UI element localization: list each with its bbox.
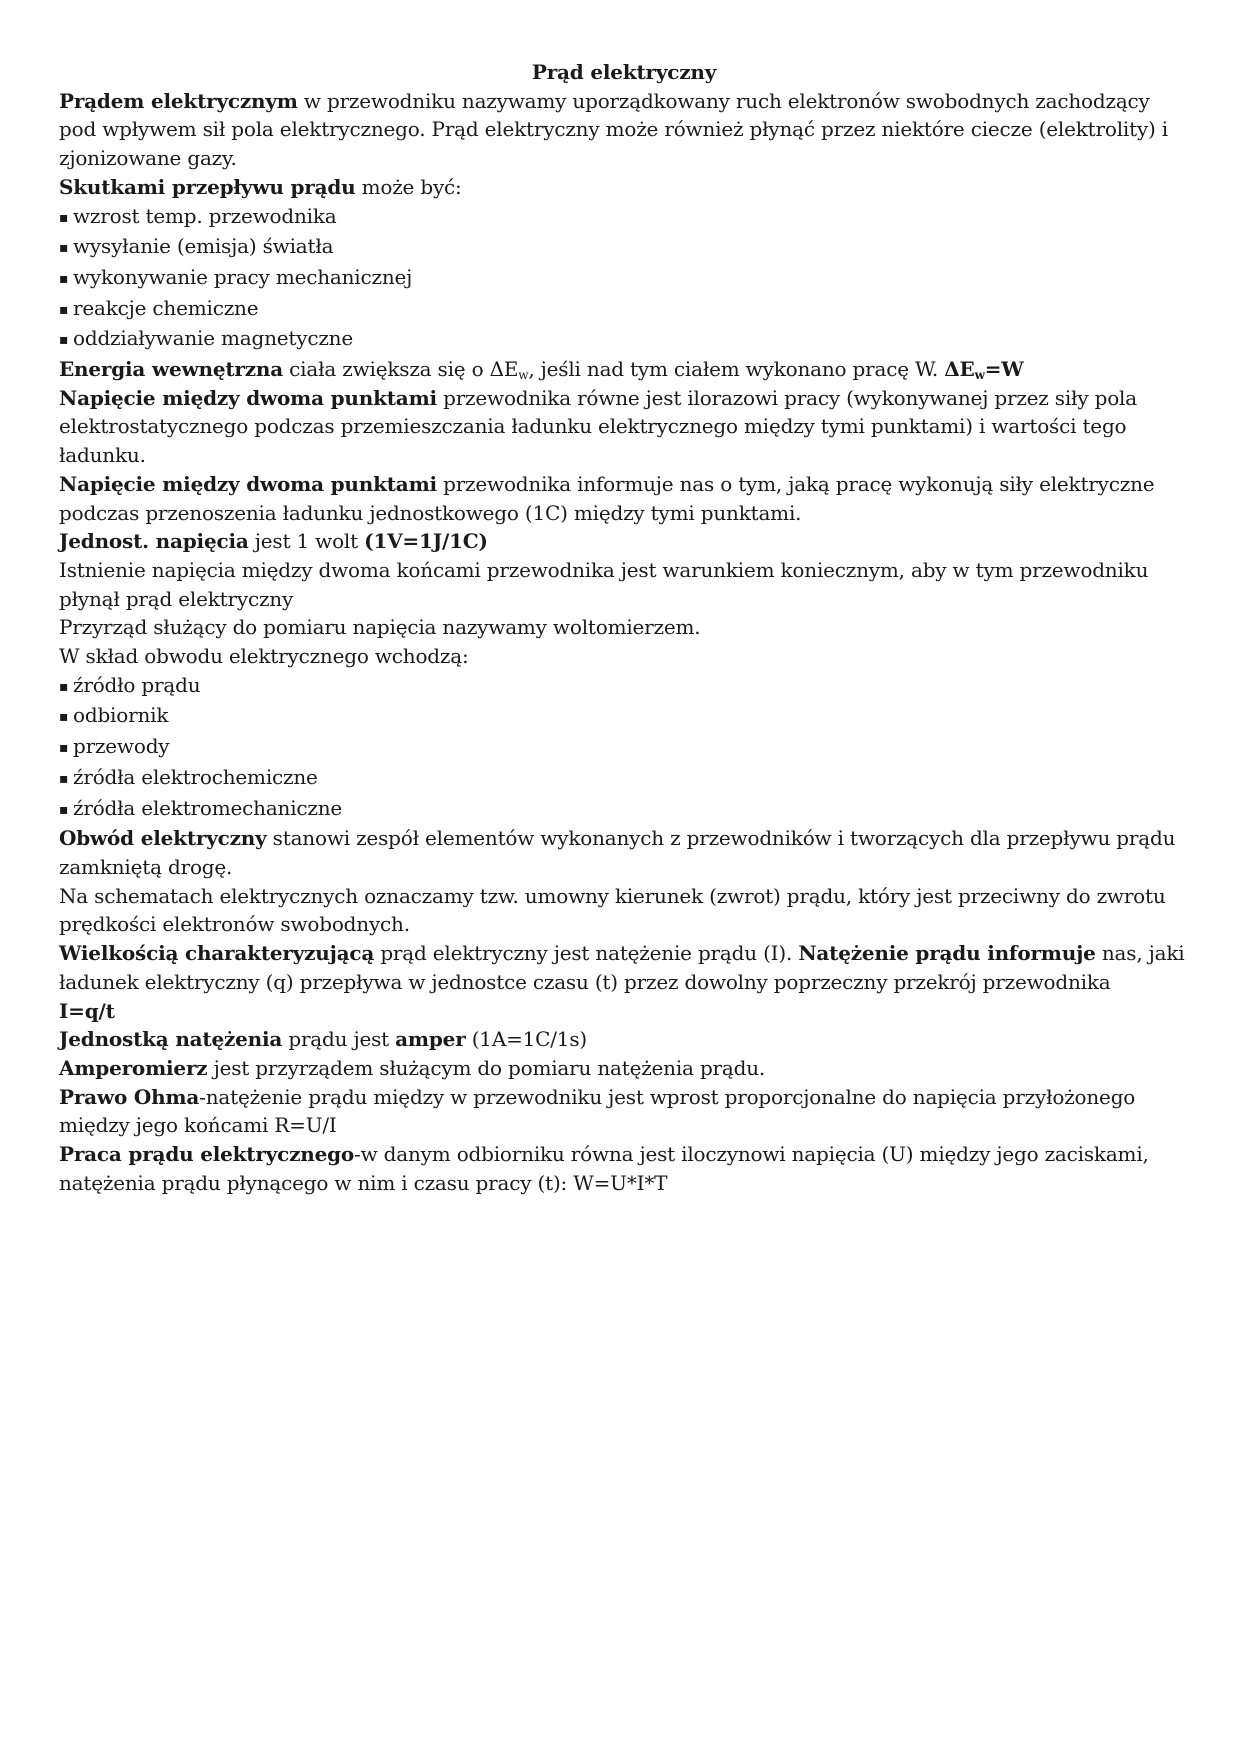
term: Skutkami przepływu prądu [59, 174, 356, 199]
list-item: ▪ reakcje chemiczne [59, 294, 1189, 325]
bullet-icon: ▪ [59, 240, 69, 257]
text: w przewodniku nazywamy uporządkowany ruch elektronów swobodnych zachodzący pod wpływem sił pola elektrycznego. Prąd elektryczny może również płynąć przez niektóre ciecze (elektrolity) i zjonizowane gazy. [59, 88, 1169, 171]
term: Amperomierz [59, 1055, 208, 1080]
paragraph-internal-energy: Energia wewnętrzna ciała zwiększa się o $\Delta E_w$, jeśli nad tym ciałem wykonano pracę W. $\Delta E_w=W$ [59, 357, 1024, 383]
bullet-icon: ▪ [59, 270, 69, 287]
term: Wielkością charakteryzującą [59, 941, 375, 966]
term: Jednost. napięcia [59, 529, 249, 554]
list-item: ▪ oddziaływanie magnetyczne [59, 324, 1189, 355]
paragraph-current-direction: Na schematach elektrycznych oznaczamy tzw. umowny kierunek (zwrot) prądu, który jest przeciwny do zwrotu prędkości elektronów swobodnych. [59, 883, 1166, 937]
paragraph-circuit-intro: W skład obwodu elektrycznego wchodzą: [59, 644, 469, 669]
bullet-icon: ▪ [59, 209, 69, 226]
list-item: ▪ źródło prądu [59, 671, 1189, 702]
term: Energia wewnętrzna [59, 357, 284, 382]
term: amper [395, 1027, 466, 1052]
document-page [59, 58, 1189, 1197]
list-item: ▪ wykonywanie pracy mechanicznej [59, 263, 1189, 294]
paragraph-current-definition [59, 87, 1189, 173]
bullet-icon: ▪ [59, 801, 69, 818]
term: Napięcie między dwoma punktami [59, 385, 437, 410]
term: Jednostką natężenia [59, 1027, 283, 1052]
page-title: Prąd elektryczny [531, 60, 717, 84]
bullet-icon: ▪ [59, 770, 69, 787]
list-item: ▪ odbiornik [59, 701, 1189, 732]
paragraph-circuit-definition: Obwód elektryczny stanowi zespół elementów wykonanych z przewodników i tworzących dla przepływu prądu zamkniętą drogę. [59, 826, 1176, 879]
list-item: ▪ wysyłanie (emisja) światła [59, 232, 1189, 263]
formula: $\Delta E_w=W$ [944, 357, 1024, 383]
term: Praca prądu elektrycznego [59, 1142, 355, 1167]
list-item: ▪ źródła elektrochemiczne [59, 763, 1189, 794]
paragraph-ohms-law: Prawo Ohma-natężenie prądu między w przewodniku jest wprost proporcjonalne do napięcia przyłożonego między jego końcami R=U/I [59, 1084, 1136, 1138]
text: może być: [355, 174, 462, 199]
list-item: ▪ wzrost temp. przewodnika [59, 202, 1189, 233]
paragraph-ammeter: Amperomierz jest przyrządem służącym do pomiaru natężenia prądu. [59, 1055, 766, 1080]
paragraph-current-unit: Jednostką natężenia prądu jest amper (1A=1C/1s) [59, 1027, 587, 1052]
bullet-icon: ▪ [59, 332, 69, 349]
term: Natężenie prądu informuje [798, 941, 1096, 966]
paragraph-electric-work: Praca prądu elektrycznego-w danym odbiorniku równa jest iloczynowi napięcia (U) między jego zaciskami, natężenia prądu płynącego w nim i czasu pracy (t): W=U*I*T [59, 1142, 1149, 1195]
paragraph-voltage-meaning: Napięcie między dwoma punktami przewodnika informuje nas o tym, jaką pracę wykonują siły elektryczne podczas przenoszenia ładunku jednostkowego (1C) między tymi punktami. [59, 471, 1155, 525]
term: Prądem elektrycznym [59, 88, 298, 113]
paragraph-voltage-condition: Istnienie napięcia między dwoma końcami przewodnika jest warunkiem koniecznym, aby w tym przewodniku płynął prąd elektryczny [59, 557, 1149, 611]
bullet-icon: ▪ [59, 740, 69, 757]
bullet-icon: ▪ [59, 301, 69, 318]
paragraph-effects-intro [59, 173, 1189, 202]
term: Prawo Ohma [59, 1084, 200, 1109]
bullet-icon: ▪ [59, 678, 69, 695]
bullet-icon: ▪ [59, 709, 69, 726]
formula-current: I=q/t [59, 998, 115, 1023]
paragraph-voltage-definition: Napięcie między dwoma punktami przewodnika równe jest ilorazowi pracy (wykonywanej przez siły pola elektrostatycznego podczas przemieszczania ładunku elektrycznego między tymi punktami) i wartości tego ładunku. [59, 385, 1137, 468]
effects-list [59, 202, 1189, 356]
paragraph-voltage-unit: Jednost. napięcia jest 1 wolt (1V=1J/1C) [59, 529, 488, 554]
term: Obwód elektryczny [59, 826, 267, 851]
paragraph-voltmeter: Przyrząd służący do pomiaru napięcia nazywamy woltomierzem. [59, 615, 701, 640]
term: Napięcie między dwoma punktami [59, 471, 437, 496]
list-item: ▪ źródła elektromechaniczne [59, 794, 1189, 825]
circuit-list [59, 671, 1189, 825]
formula: (1V=1J/1C) [364, 529, 488, 554]
paragraph-current-intensity: Wielkością charakteryzującą prąd elektryczny jest natężenie prądu (I). Natężenie prądu informuje nas, jaki ładunek elektryczny (q) przepływa w jednostce czasu (t) przez dowolny poprzeczny przekrój przewodnika [59, 941, 1185, 994]
list-item: ▪ przewody [59, 732, 1189, 763]
